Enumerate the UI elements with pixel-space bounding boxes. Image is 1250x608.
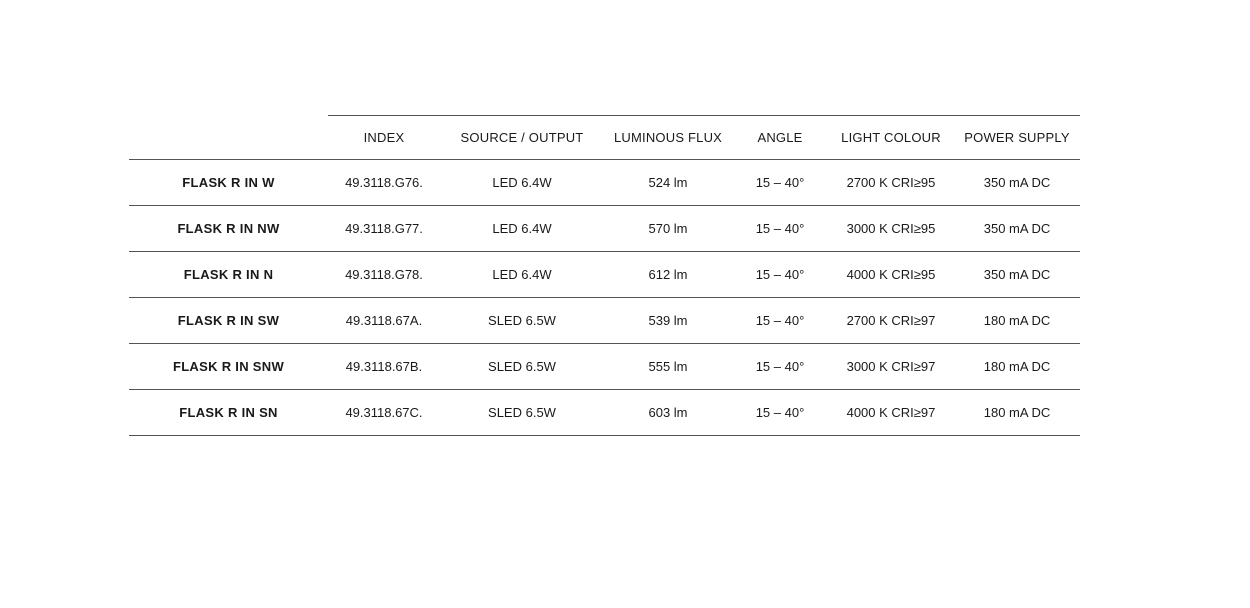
index-cell: 49.3118.G78. — [328, 252, 440, 298]
light-colour-cell: 4000 K CRI≥97 — [828, 390, 954, 436]
table-row — [129, 390, 1080, 436]
light-colour-cell: 3000 K CRI≥95 — [828, 206, 954, 252]
power-supply-cell: 350 mA DC — [954, 206, 1080, 252]
luminous-flux-cell: 539 lm — [604, 298, 732, 344]
table-row — [129, 252, 1080, 298]
source-output-cell: LED 6.4W — [440, 252, 604, 298]
product-name: FLASK R IN N — [129, 252, 328, 298]
luminous-flux-cell: 524 lm — [604, 160, 732, 206]
source-output-cell: SLED 6.5W — [440, 390, 604, 436]
source-output-cell: SLED 6.5W — [440, 344, 604, 390]
source-output-cell: LED 6.4W — [440, 206, 604, 252]
angle-cell: 15 – 40° — [732, 160, 828, 206]
header-angle: ANGLE — [732, 116, 828, 160]
index-cell: 49.3118.G77. — [328, 206, 440, 252]
product-name: FLASK R IN W — [129, 160, 328, 206]
luminous-flux-cell: 603 lm — [604, 390, 732, 436]
header-light-colour: LIGHT COLOUR — [828, 116, 954, 160]
luminous-flux-cell: 570 lm — [604, 206, 732, 252]
header-product — [129, 116, 328, 160]
light-colour-cell: 2700 K CRI≥97 — [828, 298, 954, 344]
angle-cell: 15 – 40° — [732, 206, 828, 252]
luminous-flux-cell: 612 lm — [604, 252, 732, 298]
index-cell: 49.3118.67C. — [328, 390, 440, 436]
source-output-cell: SLED 6.5W — [440, 298, 604, 344]
power-supply-cell: 180 mA DC — [954, 344, 1080, 390]
table-body — [129, 160, 1080, 436]
light-colour-cell: 3000 K CRI≥97 — [828, 344, 954, 390]
header-source-output: SOURCE / OUTPUT — [440, 116, 604, 160]
angle-cell: 15 – 40° — [732, 298, 828, 344]
power-supply-cell: 180 mA DC — [954, 298, 1080, 344]
light-colour-cell: 4000 K CRI≥95 — [828, 252, 954, 298]
table-row — [129, 298, 1080, 344]
table-row — [129, 206, 1080, 252]
angle-cell: 15 – 40° — [732, 390, 828, 436]
header-row — [129, 116, 1080, 160]
product-name: FLASK R IN NW — [129, 206, 328, 252]
angle-cell: 15 – 40° — [732, 252, 828, 298]
light-colour-cell: 2700 K CRI≥95 — [828, 160, 954, 206]
luminous-flux-cell: 555 lm — [604, 344, 732, 390]
product-spec-table — [129, 115, 1080, 436]
header-luminous-flux: LUMINOUS FLUX — [604, 116, 732, 160]
product-name: FLASK R IN SW — [129, 298, 328, 344]
source-output-cell: LED 6.4W — [440, 160, 604, 206]
angle-cell: 15 – 40° — [732, 344, 828, 390]
header-power-supply: POWER SUPPLY — [954, 116, 1080, 160]
index-cell: 49.3118.67B. — [328, 344, 440, 390]
table-row — [129, 344, 1080, 390]
power-supply-cell: 350 mA DC — [954, 160, 1080, 206]
table-row — [129, 160, 1080, 206]
header-index: INDEX — [328, 116, 440, 160]
index-cell: 49.3118.67A. — [328, 298, 440, 344]
index-cell: 49.3118.G76. — [328, 160, 440, 206]
power-supply-cell: 180 mA DC — [954, 390, 1080, 436]
product-name: FLASK R IN SN — [129, 390, 328, 436]
product-name: FLASK R IN SNW — [129, 344, 328, 390]
table-header — [129, 116, 1080, 160]
power-supply-cell: 350 mA DC — [954, 252, 1080, 298]
